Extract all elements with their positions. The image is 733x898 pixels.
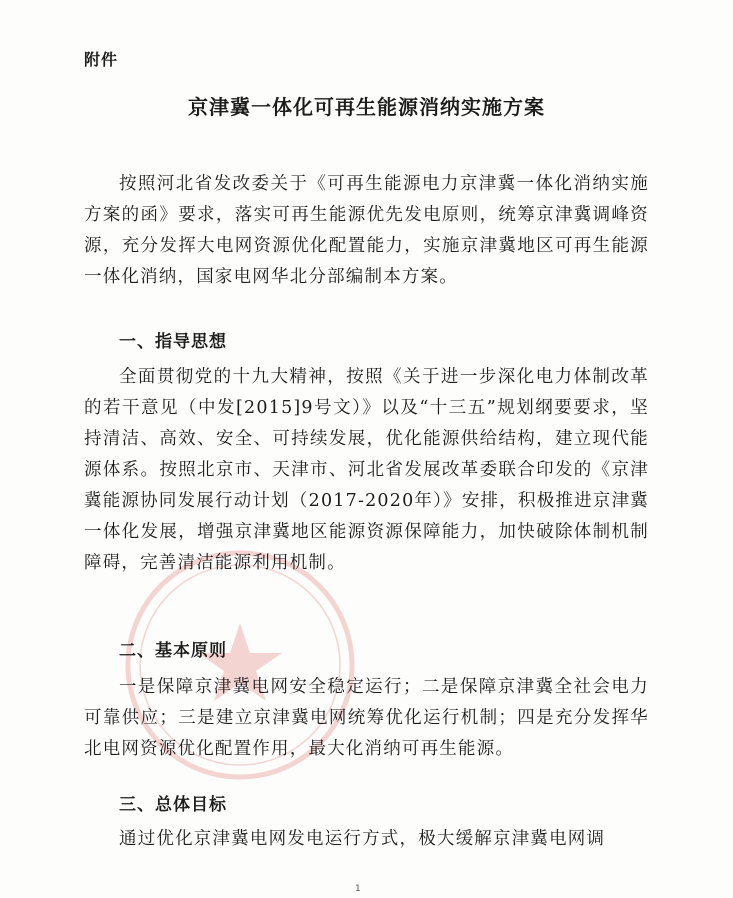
section-heading-basic-principles: 二、基本原则 — [119, 641, 227, 661]
section-heading-overall-goals: 三、总体目标 — [119, 795, 227, 815]
intro-paragraph: 按照河北省发改委关于《可再生能源电力京津冀一体化消纳实施方案的函》要求，落实可再生能源优先发电原则，统筹京津冀调峰资源，充分发挥大电网资源优化配置能力，实施京津冀地区可再生能源一体化消纳，国家电网华北分部编制本方案。 — [84, 174, 649, 287]
section-paragraph-guiding-ideology: 全面贯彻党的十九大精神，按照《关于进一步深化电力体制改革的若干意见（中发[2015]9号文）》以及“十三五”规划纲要要求，坚持清洁、高效、安全、可持续发展，优化能源供给结构，建立现代能源体系。按照北京市、天津市、河北省发展改革委联合印发的《京津冀能源协同发展行动计划（2017-2020年）》安排，积极推进京津冀一体化发展，增强京津冀地区能源资源保障能力，加快破除体制机制障碍，完善清洁能源利用机制。 — [84, 367, 649, 573]
attachment-label: 附件 — [84, 50, 119, 69]
section-paragraph-overall-goals: 通过优化京津冀电网发电运行方式，极大缓解京津冀电网调 — [119, 829, 606, 849]
document-title: 京津冀一体化可再生能源消纳实施方案 — [188, 95, 545, 119]
section-heading-guiding-ideology: 一、指导思想 — [119, 332, 227, 352]
section-paragraph-basic-principles: 一是保障京津冀电网安全稳定运行；二是保障京津冀全社会电力可靠供应；三是建立京津冀电网统筹优化运行机制；四是充分发挥华北电网资源优化配置作用，最大化消纳可再生能源。 — [84, 677, 649, 759]
page-number: 1 — [355, 884, 361, 894]
